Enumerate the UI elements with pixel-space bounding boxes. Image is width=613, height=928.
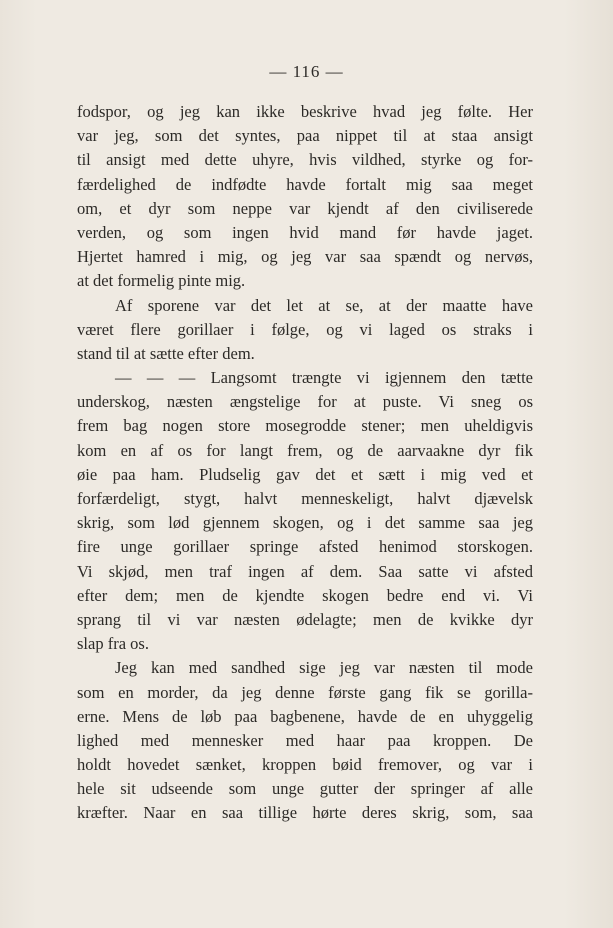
text-line: slap fra os. bbox=[77, 634, 149, 654]
text-line: om, et dyr som neppe var kjendt af den civiliserede bbox=[77, 198, 533, 218]
text-line: Hjertet hamred i mig, og jeg var saa spændt og nervøs, bbox=[77, 247, 533, 267]
text-line: verden, og som ingen hvid mand før havde jaget. bbox=[77, 222, 533, 242]
text-line: øie paa ham. Pludselig gav det et sætt i mig ved et bbox=[77, 464, 533, 484]
text-line: efter dem; men de kjendte skogen bedre end vi. Vi bbox=[77, 585, 533, 605]
body-text bbox=[77, 100, 533, 826]
text-line: skrig, som lød gjennem skogen, og i det samme saa jeg bbox=[77, 513, 533, 533]
text-line: hele sit udseende som unge gutter der springer af alle bbox=[77, 779, 533, 799]
text-line: til ansigt med dette uhyre, hvis vildhed, styrke og for- bbox=[77, 150, 533, 170]
text-line: kræfter. Naar en saa tillige hørte deres skrig, som, saa bbox=[77, 803, 533, 823]
text-line: fire unge gorillaer springe afsted henimod storskogen. bbox=[77, 537, 533, 557]
text-line: frem bag nogen store mosegrodde stener; men uheldigvis bbox=[77, 416, 533, 436]
text-line: Jeg kan med sandhed sige jeg var næsten til mode bbox=[115, 658, 533, 678]
text-line: underskog, næsten ængstelige for at puste. Vi sneg os bbox=[77, 392, 533, 412]
text-line: — — — Langsomt trængte vi igjennem den tætte bbox=[115, 368, 533, 388]
text-line: Af sporene var det let at se, at der maatte have bbox=[115, 295, 533, 315]
text-line: været flere gorillaer i følge, og vi laged os straks i bbox=[77, 319, 533, 339]
text-line: forfærdeligt, stygt, halvt menneskeligt, halvt djævelsk bbox=[77, 489, 533, 508]
text-line: Vi skjød, men traf ingen af dem. Saa satte vi afsted bbox=[77, 561, 533, 581]
text-line: holdt hovedet sænket, kroppen bøid fremover, og var i bbox=[77, 755, 533, 775]
text-line: at det formelig pinte mig. bbox=[77, 271, 246, 291]
text-line: stand til at sætte efter dem. bbox=[77, 343, 255, 363]
text-line: som en morder, da jeg denne første gang fik se gorilla- bbox=[77, 682, 533, 702]
text-line: erne. Mens de løb paa bagbenene, havde de en uhyggelig bbox=[77, 706, 533, 726]
text-line: sprang til vi var næsten ødelagte; men de kvikke dyr bbox=[77, 609, 533, 629]
text-line: færdelighed de indfødte havde fortalt mig saa meget bbox=[77, 174, 533, 194]
text-line: var jeg, som det syntes, paa nippet til at staa ansigt bbox=[77, 126, 533, 146]
text-line: lighed med mennesker med haar paa kroppen. De bbox=[77, 730, 533, 750]
text-line: fodspor, og jeg kan ikke beskrive hvad jeg følte. Her bbox=[77, 102, 533, 121]
page-number: — 116 — bbox=[269, 62, 344, 81]
text-line: kom en af os for langt frem, og de aarvaakne dyr fik bbox=[77, 440, 533, 460]
